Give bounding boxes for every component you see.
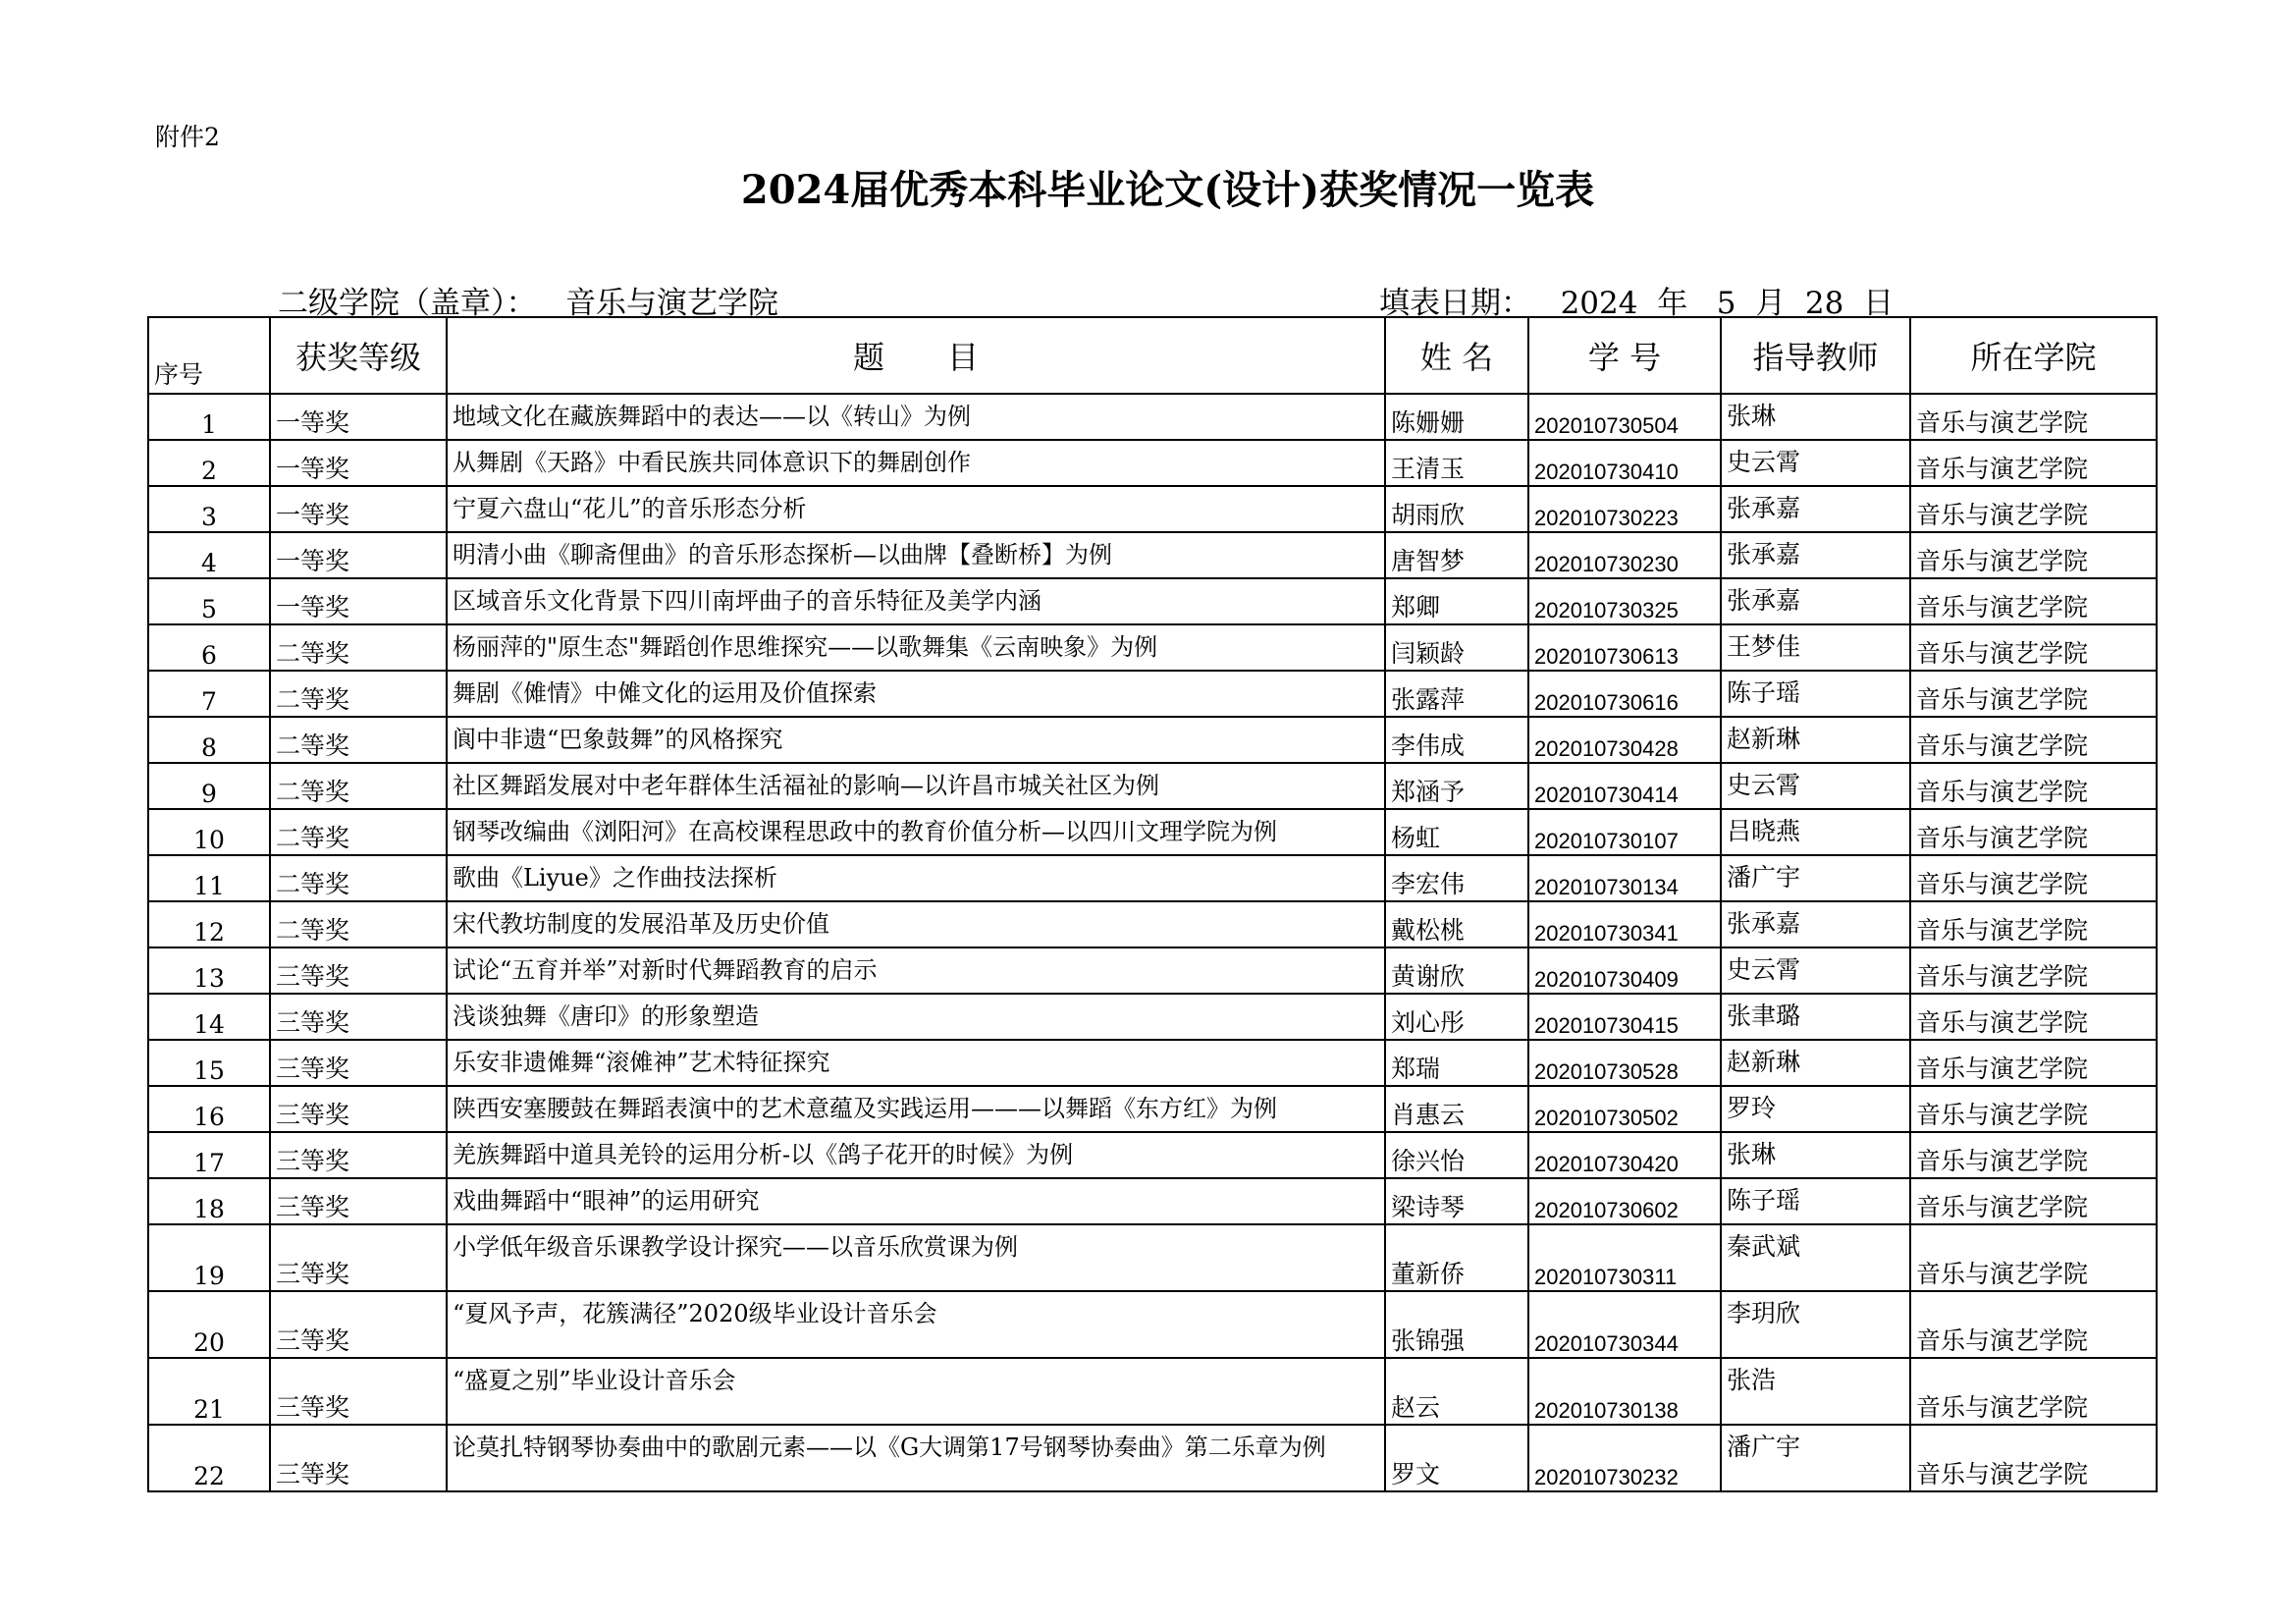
row-number: 2 bbox=[148, 440, 270, 486]
row-number: 3 bbox=[148, 486, 270, 532]
award-grade: 二等奖 bbox=[270, 855, 447, 901]
row-number: 16 bbox=[148, 1086, 270, 1132]
advisor-name: 赵新琳 bbox=[1721, 717, 1910, 763]
table-row bbox=[148, 947, 2157, 994]
student-name: 李伟成 bbox=[1385, 717, 1528, 763]
table-row bbox=[148, 671, 2157, 717]
row-number: 4 bbox=[148, 532, 270, 578]
award-grade: 一等奖 bbox=[270, 532, 447, 578]
row-number: 13 bbox=[148, 947, 270, 994]
student-id: 202010730613 bbox=[1528, 624, 1721, 671]
advisor-name: 张琳 bbox=[1721, 1132, 1910, 1178]
thesis-topic: 明清小曲《聊斋俚曲》的音乐形态探析—以曲牌【叠断桥】为例 bbox=[447, 532, 1385, 578]
thesis-topic: 钢琴改编曲《浏阳河》在高校课程思政中的教育价值分析—以四川文理学院为例 bbox=[447, 809, 1385, 855]
advisor-name: 李玥欣 bbox=[1721, 1291, 1910, 1358]
college-label: 二级学院（盖章）： bbox=[278, 286, 537, 321]
header-row bbox=[148, 317, 2157, 394]
date-day: 28 bbox=[1804, 286, 1844, 321]
advisor-name: 吕晓燕 bbox=[1721, 809, 1910, 855]
college-name: 音乐与演艺学院 bbox=[1910, 809, 2157, 855]
awards-table bbox=[147, 316, 2158, 1492]
thesis-topic: 歌曲《Liyue》之作曲技法探析 bbox=[447, 855, 1385, 901]
award-grade: 二等奖 bbox=[270, 809, 447, 855]
thesis-topic: 乐安非遗傩舞“滚傩神”艺术特征探究 bbox=[447, 1040, 1385, 1086]
college-name: 音乐与演艺学院 bbox=[1910, 1224, 2157, 1291]
thesis-topic: 羌族舞蹈中道具羌铃的运用分析-以《鸽子花开的时候》为例 bbox=[447, 1132, 1385, 1178]
row-number: 21 bbox=[148, 1358, 270, 1425]
table-row bbox=[148, 1040, 2157, 1086]
student-id: 202010730232 bbox=[1528, 1425, 1721, 1491]
college-name: 音乐与演艺学院 bbox=[1910, 578, 2157, 624]
student-name: 张锦强 bbox=[1385, 1291, 1528, 1358]
thesis-topic: 阆中非遗“巴象鼓舞”的风格探究 bbox=[447, 717, 1385, 763]
student-name: 李宏伟 bbox=[1385, 855, 1528, 901]
date-year: 2024 bbox=[1560, 286, 1638, 321]
college-name: 音乐与演艺学院 bbox=[1910, 1358, 2157, 1425]
college-name: 音乐与演艺学院 bbox=[1910, 855, 2157, 901]
row-number: 12 bbox=[148, 901, 270, 947]
row-number: 9 bbox=[148, 763, 270, 809]
advisor-name: 史云霄 bbox=[1721, 440, 1910, 486]
student-name: 戴松桃 bbox=[1385, 901, 1528, 947]
college-name: 音乐与演艺学院 bbox=[1910, 717, 2157, 763]
award-grade: 三等奖 bbox=[270, 994, 447, 1040]
student-id: 202010730616 bbox=[1528, 671, 1721, 717]
student-id: 202010730428 bbox=[1528, 717, 1721, 763]
student-name: 董新侨 bbox=[1385, 1224, 1528, 1291]
advisor-name: 王梦佳 bbox=[1721, 624, 1910, 671]
table-row bbox=[148, 1178, 2157, 1224]
table-row bbox=[148, 1224, 2157, 1291]
thesis-topic: 宋代教坊制度的发展沿革及历史价值 bbox=[447, 901, 1385, 947]
student-id: 202010730134 bbox=[1528, 855, 1721, 901]
thesis-topic: 舞剧《傩情》中傩文化的运用及价值探索 bbox=[447, 671, 1385, 717]
college-name: 音乐与演艺学院 bbox=[1910, 624, 2157, 671]
table-row bbox=[148, 1358, 2157, 1425]
award-grade: 三等奖 bbox=[270, 1224, 447, 1291]
award-grade: 三等奖 bbox=[270, 1358, 447, 1425]
date-year-char: 年 bbox=[1657, 286, 1688, 321]
award-grade: 二等奖 bbox=[270, 717, 447, 763]
award-grade: 三等奖 bbox=[270, 1086, 447, 1132]
advisor-name: 张承嘉 bbox=[1721, 901, 1910, 947]
award-grade: 三等奖 bbox=[270, 1291, 447, 1358]
student-name: 黄谢欣 bbox=[1385, 947, 1528, 994]
student-name: 郑涵予 bbox=[1385, 763, 1528, 809]
row-number: 22 bbox=[148, 1425, 270, 1491]
student-id: 202010730138 bbox=[1528, 1358, 1721, 1425]
table-row bbox=[148, 1086, 2157, 1132]
student-id: 202010730502 bbox=[1528, 1086, 1721, 1132]
student-name: 赵云 bbox=[1385, 1358, 1528, 1425]
advisor-name: 潘广宇 bbox=[1721, 855, 1910, 901]
award-grade: 一等奖 bbox=[270, 440, 447, 486]
table-row bbox=[148, 717, 2157, 763]
header-no: 序号 bbox=[148, 317, 270, 394]
row-number: 1 bbox=[148, 394, 270, 440]
table-row bbox=[148, 855, 2157, 901]
table-row bbox=[148, 809, 2157, 855]
date-month-char: 月 bbox=[1755, 286, 1787, 321]
student-name: 刘心彤 bbox=[1385, 994, 1528, 1040]
table-row bbox=[148, 394, 2157, 440]
row-number: 8 bbox=[148, 717, 270, 763]
header-grade: 获奖等级 bbox=[270, 317, 447, 394]
award-grade: 三等奖 bbox=[270, 947, 447, 994]
student-id: 202010730311 bbox=[1528, 1224, 1721, 1291]
table-row bbox=[148, 578, 2157, 624]
thesis-topic: 区域音乐文化背景下四川南坪曲子的音乐特征及美学内涵 bbox=[447, 578, 1385, 624]
table-row bbox=[148, 901, 2157, 947]
table-row bbox=[148, 1132, 2157, 1178]
advisor-name: 陈子瑶 bbox=[1721, 671, 1910, 717]
row-number: 11 bbox=[148, 855, 270, 901]
advisor-name: 赵新琳 bbox=[1721, 1040, 1910, 1086]
advisor-name: 陈子瑶 bbox=[1721, 1178, 1910, 1224]
student-name: 闫颖龄 bbox=[1385, 624, 1528, 671]
award-grade: 二等奖 bbox=[270, 671, 447, 717]
student-id: 202010730415 bbox=[1528, 994, 1721, 1040]
student-name: 徐兴怡 bbox=[1385, 1132, 1528, 1178]
row-number: 14 bbox=[148, 994, 270, 1040]
award-grade: 一等奖 bbox=[270, 578, 447, 624]
table-row bbox=[148, 532, 2157, 578]
student-id: 202010730230 bbox=[1528, 532, 1721, 578]
advisor-name: 张琳 bbox=[1721, 394, 1910, 440]
table-row bbox=[148, 1291, 2157, 1358]
thesis-topic: 宁夏六盘山“花儿”的音乐形态分析 bbox=[447, 486, 1385, 532]
thesis-topic: 试论“五育并举”对新时代舞蹈教育的启示 bbox=[447, 947, 1385, 994]
student-name: 肖惠云 bbox=[1385, 1086, 1528, 1132]
college-name: 音乐与演艺学院 bbox=[1910, 994, 2157, 1040]
thesis-topic: 戏曲舞蹈中“眼神”的运用研究 bbox=[447, 1178, 1385, 1224]
header-name: 姓 名 bbox=[1385, 317, 1528, 394]
advisor-name: 秦武斌 bbox=[1721, 1224, 1910, 1291]
date-month: 5 bbox=[1716, 286, 1736, 321]
advisor-name: 张承嘉 bbox=[1721, 486, 1910, 532]
college-name: 音乐与演艺学院 bbox=[1910, 1132, 2157, 1178]
award-grade: 三等奖 bbox=[270, 1178, 447, 1224]
advisor-name: 张浩 bbox=[1721, 1358, 1910, 1425]
header-college: 所在学院 bbox=[1910, 317, 2157, 394]
row-number: 19 bbox=[148, 1224, 270, 1291]
student-id: 202010730223 bbox=[1528, 486, 1721, 532]
attachment-label: 附件2 bbox=[155, 123, 220, 151]
college-name: 音乐与演艺学院 bbox=[1910, 1291, 2157, 1358]
advisor-name: 罗玲 bbox=[1721, 1086, 1910, 1132]
thesis-topic: 陕西安塞腰鼓在舞蹈表演中的艺术意蕴及实践运用———以舞蹈《东方红》为例 bbox=[447, 1086, 1385, 1132]
student-name: 唐智梦 bbox=[1385, 532, 1528, 578]
table-row bbox=[148, 440, 2157, 486]
row-number: 10 bbox=[148, 809, 270, 855]
thesis-topic: “盛夏之别”毕业设计音乐会 bbox=[447, 1358, 1385, 1425]
award-grade: 三等奖 bbox=[270, 1425, 447, 1491]
student-name: 杨虹 bbox=[1385, 809, 1528, 855]
advisor-name: 潘广宇 bbox=[1721, 1425, 1910, 1491]
student-name: 梁诗琴 bbox=[1385, 1178, 1528, 1224]
student-id: 202010730409 bbox=[1528, 947, 1721, 994]
row-number: 17 bbox=[148, 1132, 270, 1178]
student-name: 郑卿 bbox=[1385, 578, 1528, 624]
college-name: 音乐与演艺学院 bbox=[1910, 947, 2157, 994]
college-name: 音乐与演艺学院 bbox=[1910, 394, 2157, 440]
college-name: 音乐与演艺学院 bbox=[1910, 901, 2157, 947]
table-row bbox=[148, 624, 2157, 671]
college-name: 音乐与演艺学院 bbox=[1910, 486, 2157, 532]
row-number: 7 bbox=[148, 671, 270, 717]
student-id: 202010730410 bbox=[1528, 440, 1721, 486]
thesis-topic: 社区舞蹈发展对中老年群体生活福祉的影响—以许昌市城关社区为例 bbox=[447, 763, 1385, 809]
row-number: 5 bbox=[148, 578, 270, 624]
advisor-name: 史云霄 bbox=[1721, 947, 1910, 994]
student-id: 202010730325 bbox=[1528, 578, 1721, 624]
student-id: 202010730420 bbox=[1528, 1132, 1721, 1178]
header-advisor: 指导教师 bbox=[1721, 317, 1910, 394]
student-id: 202010730528 bbox=[1528, 1040, 1721, 1086]
college-name: 音乐与演艺学院 bbox=[1910, 671, 2157, 717]
student-id: 202010730344 bbox=[1528, 1291, 1721, 1358]
award-grade: 一等奖 bbox=[270, 394, 447, 440]
advisor-name: 张承嘉 bbox=[1721, 532, 1910, 578]
date-label: 填表日期： bbox=[1379, 286, 1531, 321]
award-grade: 二等奖 bbox=[270, 901, 447, 947]
student-id: 202010730414 bbox=[1528, 763, 1721, 809]
thesis-topic: 小学低年级音乐课教学设计探究——以音乐欣赏课为例 bbox=[447, 1224, 1385, 1291]
thesis-topic: 地域文化在藏族舞蹈中的表达——以《转山》为例 bbox=[447, 394, 1385, 440]
page-title-text: 2024届优秀本科毕业论文(设计)获奖情况一览表 bbox=[740, 167, 1595, 213]
college-name: 音乐与演艺学院 bbox=[1910, 440, 2157, 486]
row-number: 18 bbox=[148, 1178, 270, 1224]
student-name: 罗文 bbox=[1385, 1425, 1528, 1491]
row-number: 20 bbox=[148, 1291, 270, 1358]
advisor-name: 史云霄 bbox=[1721, 763, 1910, 809]
college-value: 音乐与演艺学院 bbox=[565, 286, 779, 321]
advisor-name: 张聿璐 bbox=[1721, 994, 1910, 1040]
college-name: 音乐与演艺学院 bbox=[1910, 763, 2157, 809]
header-student-id: 学 号 bbox=[1528, 317, 1721, 394]
award-grade: 一等奖 bbox=[270, 486, 447, 532]
student-name: 王清玉 bbox=[1385, 440, 1528, 486]
thesis-topic: 从舞剧《天路》中看民族共同体意识下的舞剧创作 bbox=[447, 440, 1385, 486]
thesis-topic: 浅谈独舞《唐印》的形象塑造 bbox=[447, 994, 1385, 1040]
table-row bbox=[148, 1425, 2157, 1491]
college-name: 音乐与演艺学院 bbox=[1910, 1425, 2157, 1491]
student-id: 202010730107 bbox=[1528, 809, 1721, 855]
thesis-topic: 论莫扎特钢琴协奏曲中的歌剧元素——以《G大调第17号钢琴协奏曲》第二乐章为例 bbox=[447, 1425, 1385, 1491]
thesis-topic: “夏风予声，花簇满径”2020级毕业设计音乐会 bbox=[447, 1291, 1385, 1358]
college-name: 音乐与演艺学院 bbox=[1910, 1086, 2157, 1132]
student-name: 陈姗姗 bbox=[1385, 394, 1528, 440]
student-id: 202010730504 bbox=[1528, 394, 1721, 440]
student-name: 胡雨欣 bbox=[1385, 486, 1528, 532]
student-name: 郑瑞 bbox=[1385, 1040, 1528, 1086]
award-grade: 二等奖 bbox=[270, 763, 447, 809]
thesis-topic: 杨丽萍的"原生态"舞蹈创作思维探究——以歌舞集《云南映象》为例 bbox=[447, 624, 1385, 671]
table-row bbox=[148, 994, 2157, 1040]
award-grade: 二等奖 bbox=[270, 624, 447, 671]
award-grade: 三等奖 bbox=[270, 1132, 447, 1178]
student-id: 202010730341 bbox=[1528, 901, 1721, 947]
college-name: 音乐与演艺学院 bbox=[1910, 532, 2157, 578]
page-title bbox=[0, 159, 2296, 215]
row-number: 6 bbox=[148, 624, 270, 671]
college-name: 音乐与演艺学院 bbox=[1910, 1178, 2157, 1224]
date-day-char: 日 bbox=[1863, 286, 1895, 321]
award-grade: 三等奖 bbox=[270, 1040, 447, 1086]
row-number: 15 bbox=[148, 1040, 270, 1086]
student-id: 202010730602 bbox=[1528, 1178, 1721, 1224]
student-name: 张露萍 bbox=[1385, 671, 1528, 717]
advisor-name: 张承嘉 bbox=[1721, 578, 1910, 624]
header-topic: 题 目 bbox=[447, 317, 1385, 394]
table-row bbox=[148, 763, 2157, 809]
table-row bbox=[148, 486, 2157, 532]
college-name: 音乐与演艺学院 bbox=[1910, 1040, 2157, 1086]
